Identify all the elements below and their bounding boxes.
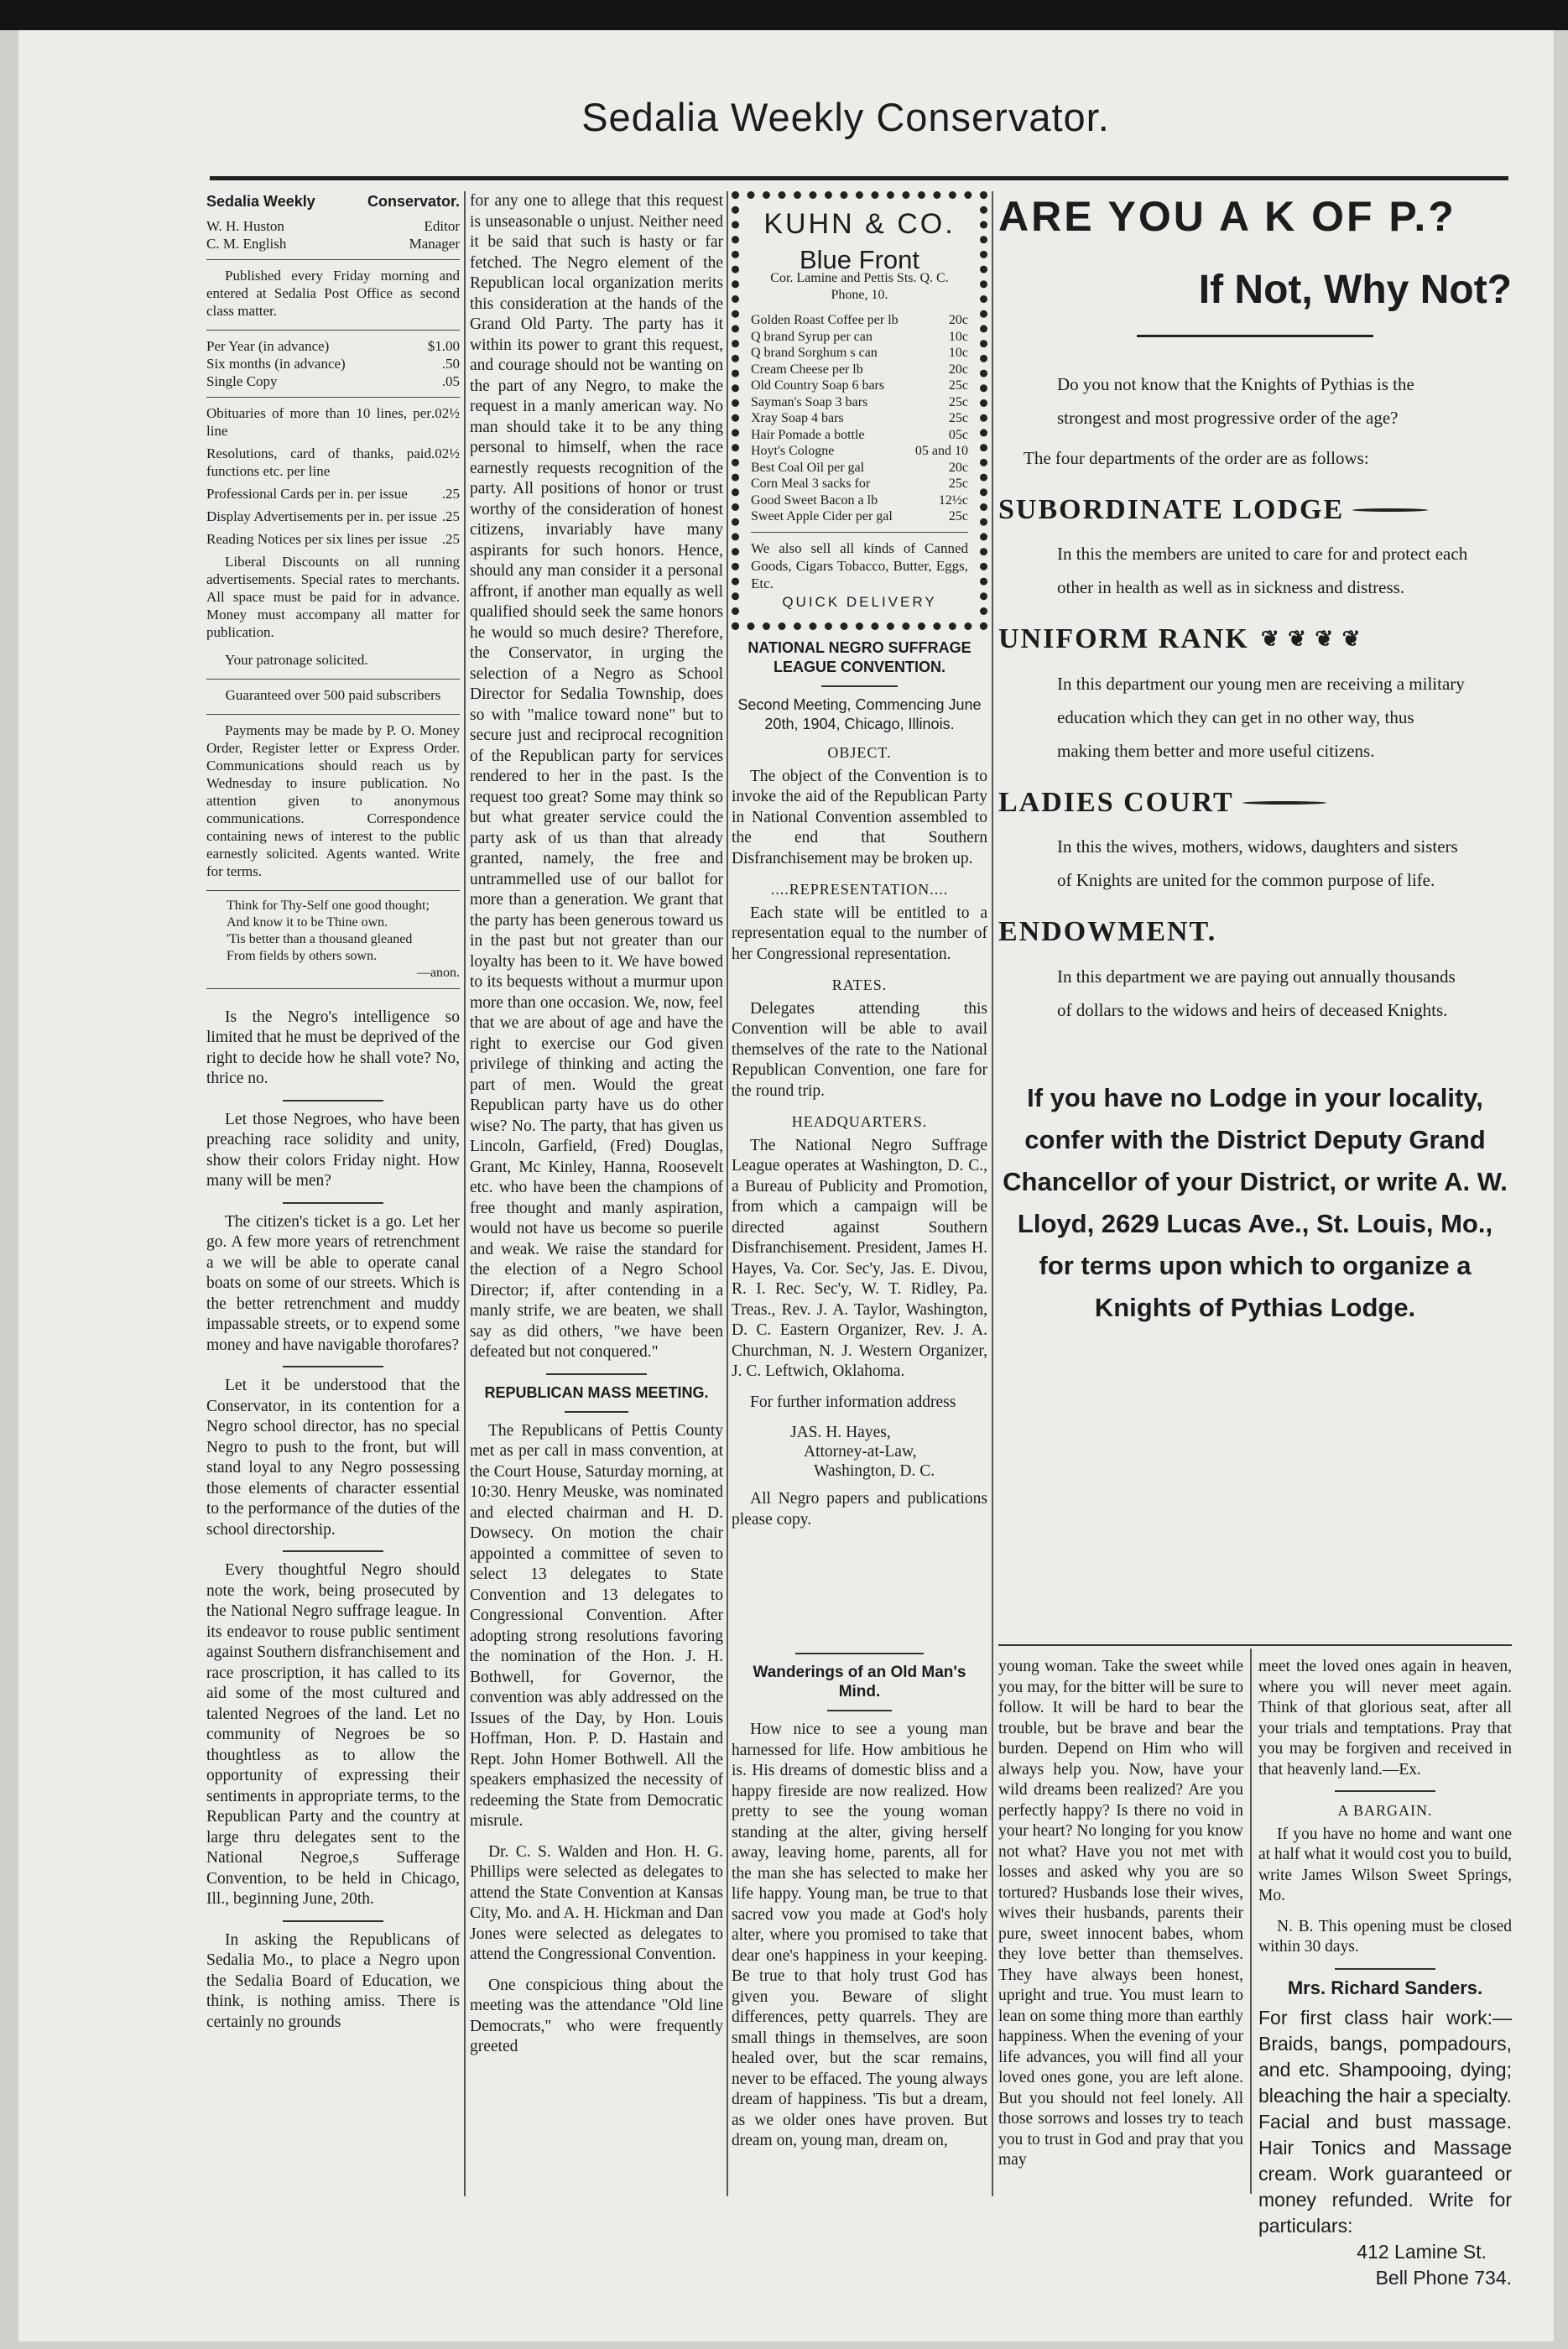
column-2	[470, 191, 723, 2205]
dept-endowment: ENDOWMENT.	[998, 916, 1217, 947]
ad-item: Xray Soap 4 bars 25c	[751, 411, 968, 425]
ad-price-list	[751, 312, 968, 525]
editorial-paragraph: Every thoughtful Negro should note the work, being prosecuted by the National Negro suffrage league. In its endeavor to rouse public sentiment against Southern disfranchisement and race proscription, it has called to its aid some of the most cultured and talented Negroes of the land. Let no community of Negroes be so thoughtless as to allow the opportunity of expressing their sentiments in appropriate terms, to the Republican Party and the country at large thru delegates sent to the National Negroe,s Sufferage Convention, to be held in Chicago, Ill., beginning June, 20th.	[206, 1561, 460, 1908]
section-title-object: OBJECT.	[827, 744, 892, 761]
ad-delivery: QUICK DELIVERY	[782, 593, 937, 610]
wanderings-text: How nice to see a young man harnessed for life. How ambitious he is. His dreams of domestic bliss and a happy fireside are now realized. How pretty to see the young woman standing at the alter, giving herself away, leaving home, parents, all for the man she has selected to make her life happy. Young man, be true to that sacred vow you made at God's holy alter, where you promised to take that dear one's happiness in your keeping. Be true to that holy trust God has given you. Beware of slight differences, petty quarrels. They are small things in themselves, are soon healed over, but the scar remains, never to be effaced. The young always dream of happiness. 'Tis but a dream, as we older ones have proven. But dream on, young man, dream on,	[732, 1721, 987, 2149]
dept-text: In this the members are united to care for and protect each other in health as well as in sickness and distress.	[1057, 544, 1468, 597]
column-rule-2	[727, 191, 728, 2196]
column-rule-1	[464, 191, 466, 2196]
section-text: Each state will be entitled to a representation equal to the number of her Congressional representation.	[732, 904, 987, 963]
bargain-text: If you have no home and want one at half what it would cost you to build, write James Wilson Sweet Springs, Mo.	[1258, 1825, 1512, 1904]
editorial-paragraph: Let it be understood that the Conservator, in its contention for a Negro school director, has no special Negro to push to the front, but will stand loyal to any Negro possessing those elements of character essential to the performance of the duties of the school directorship.	[206, 1377, 460, 1539]
section-title-headquarters: HEADQUARTERS.	[791, 1113, 928, 1130]
dept-ladies-court: LADIES COURT	[998, 793, 1512, 814]
ad-item: Hair Pomade a bottle 05c	[751, 427, 968, 442]
ad-item: Best Coal Oil per gal 20c	[751, 460, 968, 475]
wanderings-text: meet the loved ones again in heaven, where you will never meet again. Think of that glorious seat, after all your trials and temptations. Pray that you may be forgiven and received in that heavenly land.—Ex.	[1258, 1658, 1512, 1779]
staff-list	[206, 217, 460, 253]
ad-subtitle: Blue Front	[799, 244, 919, 274]
column-1	[206, 191, 460, 2205]
suffrage-subheading: Second Meeting, Commencing June 20th, 1904, Chicago, Illinois.	[737, 696, 982, 732]
info-line: For further information address	[750, 1393, 956, 1411]
ad-item: Golden Roast Coffee per lb 20c	[751, 313, 968, 327]
editorial-paragraph: Let those Negroes, who have been preaching race solidity and unity, show their colors Friday night. How many will be men?	[206, 1110, 460, 1190]
section-title-rates: RATES.	[831, 977, 888, 993]
ad-footer: We also sell all kinds of Canned Goods, Cigars Tobacco, Butter, Eggs, Etc.	[751, 539, 968, 591]
editorial-paragraph: Is the Negro's intelligence so limited that he must be deprived of the right to decide how he shall vote? No, thrice no.	[206, 1008, 460, 1087]
dept-subordinate-lodge: SUBORDINATE LODGE	[998, 500, 1512, 521]
editorial-continuation: for any one to allege that this request is unseasonable o unjust. Neither need it be said that such is hasty or far fetched. The Negro element of the Republican local organization merits this consideration at the hands of the Grand Old Party. The party has it within its power to grant this request, and courage should not be wanting on the part of any Negro, to make the request in a manly american way. No man should take it to be any thing personal to himself, when the race earnestly requests recognition of the party. All positions of honor or trust worthy of the consideration of honest citizens, invariably have many aspirants for such honors. Hence, should any man consider it a personal affront, if another man equally as well qualified should seek the same honors he would so much desire? Therefore, the Conservator, in urging the selection of a Negro as School Director for Sedalia Township, does so with "malice toward none" but to secure just and reciprocal recognition of the Republican party for services rendered to her in the past. Is the request too great? Some may think so but what greater service could the party ask of us than that already granted, namely, the free and untrammelled use of our ballot for more than a generation. We grant that the party has been generous toward us in the past but not greater than our loyalty has been to it. We have bowed to its bequests without a murmur upon more than one occasion. We, now, feel that we are about of age and have the right to exercise our God given privilege of thinking and acting the part of men. Would the great Republican party have us do other wise? No. The party, that has given us Lincoln, Garfield, (Fred) Douglas, Grant, Mc Kinley, Hanna, Roosevelt etc. who have been the champions of free thought and manly aspiration, would not have us become so puerile and weak. We raise the standard for the election of a Negro School Director; if, after contending in a manly strife, we are beaten, we shall say as did others, "we have been defeated but not conquered."	[470, 192, 723, 1361]
paper-name-left: Sedalia Weekly	[206, 193, 315, 210]
bargain-note: N. B. This opening must be closed within 30 days.	[1258, 1917, 1512, 1956]
poem: Think for Thy-Self one good thought; And know it to be Thine own. 'Tis better than a thousand gleaned From fields by others sown. —anon.	[227, 898, 460, 980]
staff-manager: C. M. English Manager	[206, 235, 460, 252]
sanders-text: For first class hair work:—Braids, bangs, pompadours, and etc. Shampooing, dying; bleaching the hair a specialty. Facial and bust massage. Hair Tonics and Massage cream. Work guaranteed or money refunded. Write for particulars:	[1258, 2007, 1512, 2237]
ad-store-name: KUHN & CO.	[763, 208, 956, 240]
contact-address: JAS. H. Hayes, Attorney-at-Law, Washington, D. C.	[790, 1424, 935, 1480]
ad-item: Cream Cheese per lb 20c	[751, 362, 968, 377]
section-title-representation: ....REPRESENTATION....	[770, 881, 949, 898]
paper-info-box	[206, 191, 460, 989]
kp-lodge-notice: If you have no Lodge in your locality, confer with the District Deputy Grand Chancellor of your District, or write A. W. Lloyd, 2629 Lucas Ave., St. Louis, Mo., for terms upon which to organize a Knights of Pythias Lodge.	[1003, 1082, 1508, 1322]
suffrage-heading: NATIONAL NEGRO SUFFRAGE LEAGUE CONVENTION.	[748, 639, 972, 675]
dept-text: In this department we are paying out annually thousands of dollars to the widows and heirs of deceased Knights.	[1057, 966, 1456, 1020]
kp-why-not: If Not, Why Not?	[1198, 268, 1512, 312]
sanders-address: 412 Lamine St.	[1357, 2241, 1487, 2263]
ornament-icon: ❦ ❦ ❦ ❦	[1260, 627, 1362, 651]
advertising-rates: Obituaries of more than 10 lines, per line .02½ Resolutions, card of thanks, paid functions etc. per line .02½ Professional Cards per in. per issue .25 Display Advertisements per in. per issue .25 Reading Notices per six lines per issue .25	[206, 404, 460, 547]
kp-intro-2: The four departments of the order are as follows:	[1024, 447, 1369, 468]
right-bottom-column	[1258, 1657, 1512, 2289]
ad-item: Q brand Syrup per can 10c	[751, 329, 968, 344]
editorial-paragraph: In asking the Republicans of Sedalia Mo., to place a Negro upon the Sedalia Board of Education, we think, is nothing amiss. There is certainly no grounds	[206, 1930, 460, 2031]
patronage-line: Your patronage solicited.	[225, 651, 368, 668]
dept-text: In this the wives, mothers, widows, daughters and sisters of Knights are united for the common purpose of life.	[1057, 836, 1458, 890]
scan-top-edge	[0, 0, 1568, 30]
kuhn-advertisement	[732, 191, 987, 630]
column-rule-3	[992, 191, 993, 2196]
bargain-title: A BARGAIN.	[1337, 1802, 1433, 1819]
dept-uniform-rank: UNIFORM RANK ❦ ❦ ❦ ❦	[998, 623, 1362, 654]
ad-item: Sweet Apple Cider per gal 25c	[751, 509, 968, 523]
section-text: Delegates attending this Convention will be able to avail themselves of the rate to the National Republican Convention, one fare for the round trip.	[732, 999, 987, 1100]
flourish-icon	[1352, 508, 1428, 512]
masthead-rule	[210, 176, 1508, 180]
flourish-icon	[1242, 801, 1326, 805]
wanderings-continued	[998, 1657, 1243, 2211]
sanders-title: Mrs. Richard Sanders.	[1287, 1977, 1483, 1998]
advertising-terms: Liberal Discounts on all running advertisements. Special rates to merchants. All space must be paid for in advance. Money must accompany all matter for publication.	[206, 553, 460, 640]
mass-meeting-paragraph: Dr. C. S. Walden and Hon. H. G. Phillips were selected as delegates to attend the State Convention at Kansas City, Mo. and A. H. Hickman and Dan Jones were selected as delegates to attend the Congressional Convention.	[470, 1842, 723, 1963]
masthead-title: Sedalia Weekly Conservator.	[581, 95, 1110, 139]
mass-meeting-paragraph: One conspicious thing about the meeting was the attendance "Old line Democrats," who were frequently greeted	[470, 1976, 723, 2055]
subscription-rates: Per Year (in advance) $1.00 Six months (in advance) .50 Single Copy .05	[206, 337, 460, 389]
wanderings-article	[732, 1644, 987, 2206]
sanders-phone: Bell Phone 734.	[1375, 2267, 1512, 2289]
payment-notice: Payments may be made by P. O. Money Order, Register letter or Express Order. Communications should reach us by Wednesday to insure publication. No attention given to anonymous communications. Correspondence containing news of interest to the public earnestly solicited. Agents wanted. Write for terms.	[206, 721, 460, 879]
mass-meeting-heading: REPUBLICAN MASS MEETING.	[484, 1383, 709, 1401]
ad-item: Old Country Soap 6 bars 25c	[751, 378, 968, 393]
dept-text: In this department our young men are receiving a military education which they can get in no other way, thus making them better and more useful citizens.	[1057, 673, 1465, 761]
publication-notice: Published every Friday morning and entered at Sedalia Post Office as second class matter.	[206, 267, 460, 319]
kp-headline: ARE YOU A K OF P.?	[998, 193, 1456, 240]
column-4	[998, 191, 1512, 1651]
copy-request: All Negro papers and publications please copy.	[732, 1490, 987, 1529]
wanderings-text: young woman. Take the sweet while you may, for the bitter will be sure to follow. It will be hard to bear the trouble, but be brave and bear the burden. Depend on Him who will always help you. Now, have your wild dreams been realized? Are you perfectly happy? Is there no void in your heart? No longing for you know not what? Have you not met with losses and asked why you are so tortured? Husbands lose their wives, wives their husbands, parents their pure, sweet innocent babes, whom they love better than themselves. They have always been honest, upright and true. You must learn to lean on some thing more than earthly happiness. When the evening of your life advances, you will find all your loved ones gone, you are left alone. But you should not feel lonely. All those sorrows and losses try to teach you to trust in God and pray that you may	[998, 1658, 1243, 2169]
ad-item: Hoyt's Cologne 05 and 10	[751, 444, 968, 458]
staff-editor: W. H. Huston Editor	[206, 217, 460, 234]
editorial-paragraph: The citizen's ticket is a go. Let her go. A few more years of retrenchment a we will be able to operate canal boats on some of our streets. Which is the better retrenchment and muddy impassable streets, or to expend some money and have navigable thorofares?	[206, 1212, 460, 1354]
wanderings-title: Wanderings of an Old Man's Mind.	[753, 1664, 966, 1701]
paper-name-right: Conservator.	[367, 193, 460, 210]
kp-intro: Do you not know that the Knights of Pythias is the strongest and most progressive order of the age?	[1057, 373, 1414, 428]
mass-meeting-paragraph: The Republicans of Pettis County met as per call in mass convention, at the Court House, Saturday morning, at 10:30. Henry Meuske, was nominated and elected chairman and H. D. Dowsecy. On motion the chair appointed a committee of seven to select 13 delegates to State Convention and 13 delegates to Congressional Convention. After adopting strong resolutions favoring the nomination of the Hon. J. H. Bothwell, for Governor, the convention was ably addressed on the Issues of the Day, by Hon. Louis Hoffman, Hon. P. D. Hastain and Rept. John Homer Bothwell. All the speakers emphasized the necessity of redeeming the State from Democratic misrule.	[470, 1421, 723, 1830]
ad-item: Q brand Sorghum s can 10c	[751, 346, 968, 360]
ad-item: Good Sweet Bacon a lb 12½c	[751, 492, 968, 508]
subscriber-guarantee: Guaranteed over 500 paid subscribers	[225, 686, 441, 703]
ad-address: Cor. Lamine and Pettis Sts. Q. C. Phone, 10.	[770, 271, 949, 302]
ad-item: Corn Meal 3 sacks for 25c	[751, 477, 968, 491]
section-text: The National Negro Suffrage League operates at Washington, D. C., a Bureau of Publicity and Promotion, from which a campaign will be directed against Southern Disfranchisement. President, James H. Hayes, Va. Cor. Sec'y, Jas. E. Divou, R. I. Rec. Sec'y, W. T. Ridley, Pa. Treas., Rev. J. A. Taylor, Washington, D. C. Eastern Organizer, Rev. J. A. Churchman, N. J. Western Organizer, J. C. Leftwich, Oklahoma.	[732, 1136, 987, 1380]
column-3	[732, 191, 987, 1668]
section-text: The object of the Convention is to invoke the aid of the Republican Party in National Convention assembled to the end that Southern Disfranchisement may be broken up.	[732, 767, 987, 867]
ad-item: Sayman's Soap 3 bars 25c	[751, 394, 968, 409]
